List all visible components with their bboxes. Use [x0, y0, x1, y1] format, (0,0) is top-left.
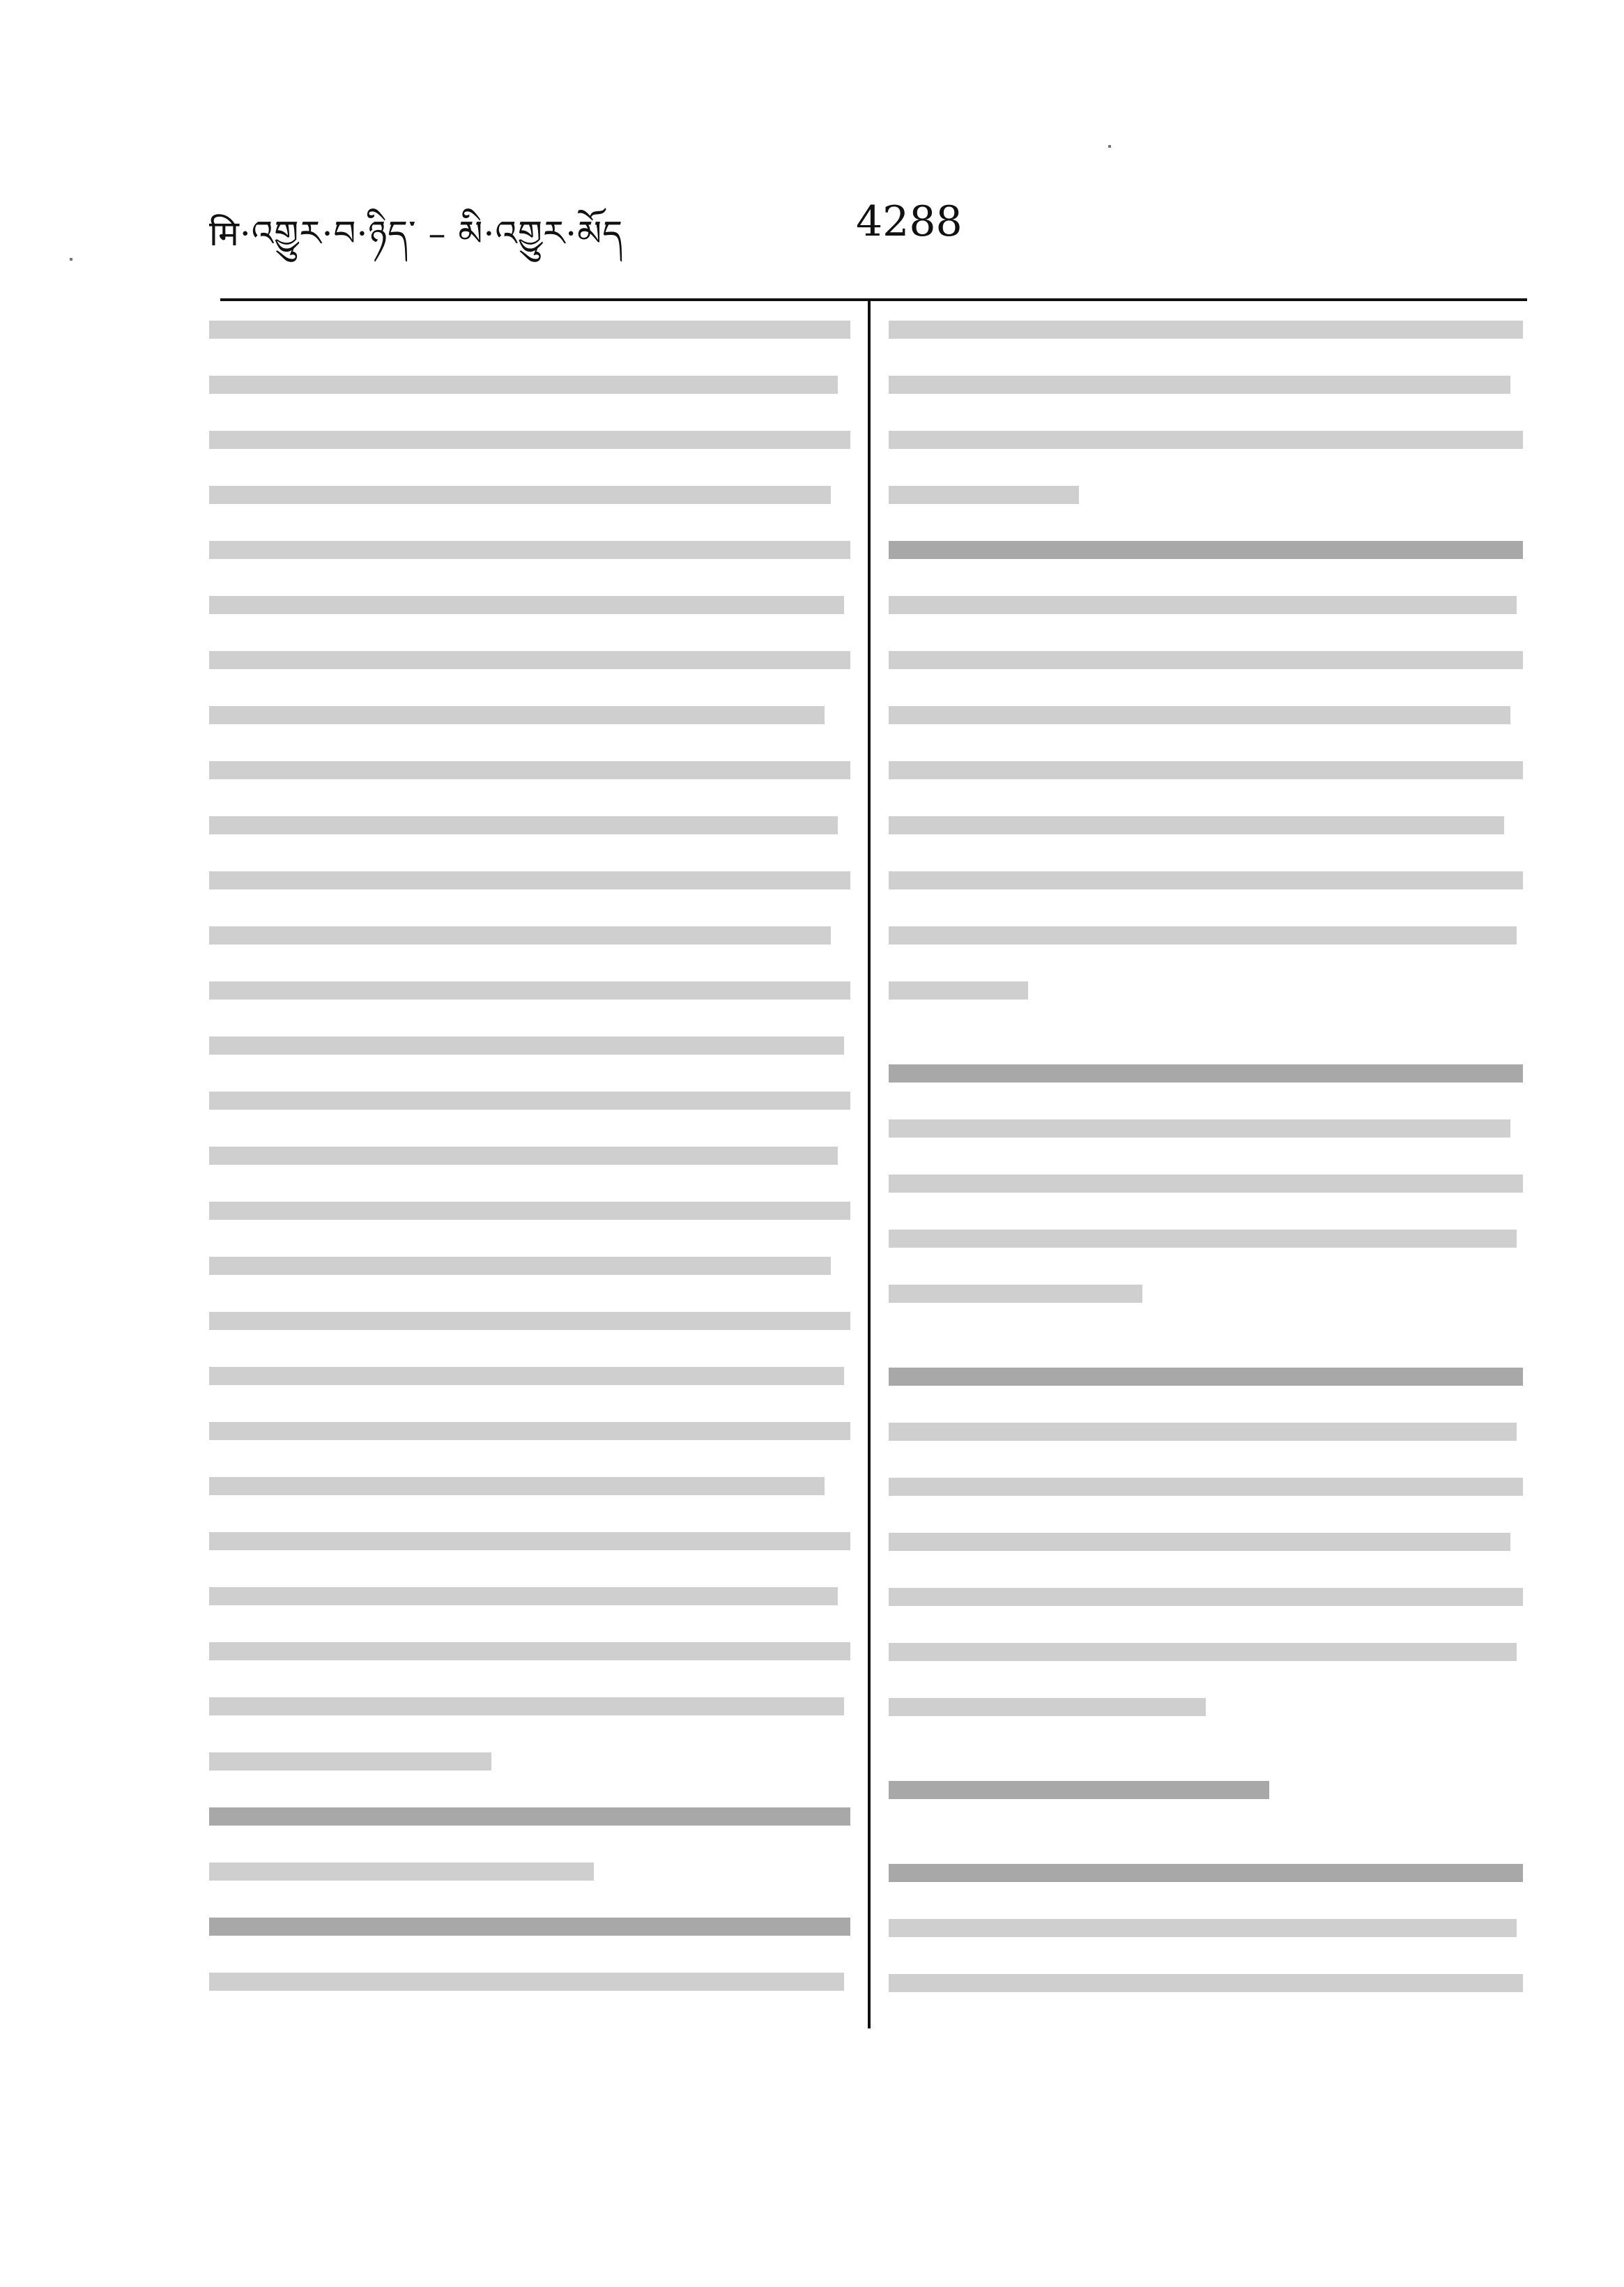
text-line	[889, 1974, 1523, 1992]
text-line	[209, 1037, 844, 1055]
text-line	[889, 431, 1523, 449]
text-line	[889, 816, 1504, 834]
text-line	[889, 376, 1510, 394]
left-column	[209, 321, 850, 2028]
text-line	[209, 651, 850, 669]
text-line	[209, 596, 844, 614]
text-line	[889, 1175, 1523, 1193]
text-line	[889, 1230, 1517, 1248]
text-line	[889, 1368, 1523, 1386]
text-line	[209, 1973, 844, 1991]
text-line	[209, 1092, 850, 1110]
text-line	[889, 1119, 1510, 1138]
text-line	[889, 1423, 1517, 1441]
text-line	[209, 1642, 850, 1660]
text-line	[209, 1202, 850, 1220]
text-line	[209, 1312, 850, 1330]
text-line	[209, 1367, 844, 1385]
text-line	[209, 981, 850, 1000]
text-line	[889, 706, 1510, 724]
text-line	[889, 1478, 1523, 1496]
page-number: 4288	[856, 197, 963, 246]
text-line	[889, 871, 1523, 889]
text-line	[209, 1918, 850, 1936]
text-line	[889, 981, 1028, 1000]
text-line	[889, 1064, 1523, 1083]
text-line	[209, 816, 838, 834]
text-line	[209, 1257, 831, 1275]
text-line	[209, 1697, 844, 1715]
text-line	[889, 1643, 1517, 1661]
text-line	[209, 1477, 825, 1495]
text-line	[889, 1698, 1206, 1716]
text-line	[889, 596, 1517, 614]
text-line	[209, 376, 838, 394]
text-line	[889, 1919, 1517, 1937]
text-line	[889, 651, 1523, 669]
text-line	[209, 1147, 838, 1165]
text-line	[209, 1807, 850, 1826]
running-head: मि·འགྱུར·བ·ཉིད་ – མི·འགྱུར·མོད	[209, 213, 624, 254]
text-line	[209, 541, 850, 559]
text-line	[889, 1864, 1523, 1882]
text-line	[889, 926, 1517, 944]
text-line	[209, 321, 850, 339]
text-line	[209, 926, 831, 944]
text-line	[209, 431, 850, 449]
text-line	[889, 321, 1523, 339]
text-line	[209, 1587, 838, 1605]
text-line	[209, 871, 850, 889]
text-line	[889, 486, 1079, 504]
stray-mark	[70, 258, 72, 261]
right-column	[889, 321, 1523, 2029]
text-line	[209, 706, 825, 724]
column-divider	[868, 300, 871, 2028]
text-line	[209, 1422, 850, 1440]
stray-mark	[1108, 145, 1111, 148]
text-line	[889, 761, 1523, 779]
text-line	[889, 1781, 1269, 1799]
text-line	[889, 1533, 1510, 1551]
text-line	[209, 1752, 491, 1770]
text-line	[889, 541, 1523, 559]
text-line	[209, 761, 850, 779]
header-rule	[220, 298, 1527, 301]
text-line	[889, 1285, 1142, 1303]
text-line	[209, 486, 831, 504]
text-line	[889, 1588, 1523, 1606]
text-line	[209, 1863, 594, 1881]
text-line	[209, 1532, 850, 1550]
